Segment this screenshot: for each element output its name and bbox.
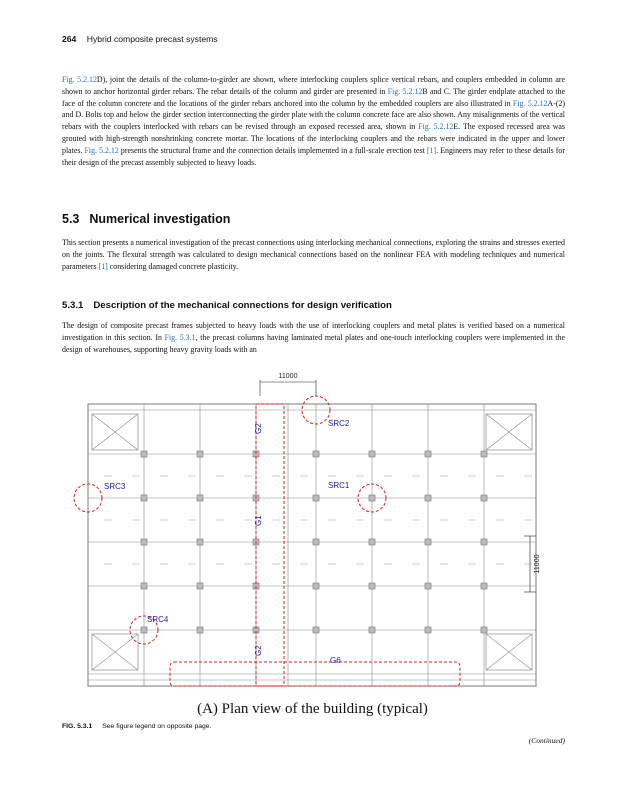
fig-link[interactable]: Fig. 5.2.12 — [512, 98, 548, 108]
page-number: 264 — [62, 34, 77, 44]
text-run: B and C. The girder endplate attached to the face of the column concrete and the locations of the girder rebars anchored into the column by the embedded couplers are also illustrated in — [62, 86, 565, 108]
text-run: presents the structural frame and the connection details implemented in a full-scale erection test — [118, 145, 427, 155]
column-mark — [141, 583, 147, 589]
text-run: . Engineers may refer to these details for their design of the precast assembly subjected to heavy loads. — [62, 145, 565, 167]
figure-note: See figure legend on opposite page. — [102, 723, 212, 730]
highlight-markers — [74, 396, 460, 686]
column-mark — [481, 495, 487, 501]
column-mark — [425, 583, 431, 589]
reference-link[interactable]: [1] — [426, 145, 437, 155]
fig-link[interactable]: Fig. 5.2.12 — [418, 122, 454, 132]
book-title: Hybrid composite precast systems — [86, 34, 218, 44]
column-mark — [197, 539, 203, 545]
column-mark — [481, 451, 487, 457]
right-dimension-label: 11000 — [534, 554, 541, 574]
column-mark — [313, 627, 319, 633]
text-run: considering damaged concrete plasticity. — [107, 261, 239, 271]
intro-paragraph — [62, 74, 565, 168]
fig-link[interactable]: Fig. 5.2.12 — [84, 145, 119, 155]
subsection-heading — [62, 300, 392, 311]
section-number: 5.3 — [62, 212, 80, 226]
column-mark — [197, 627, 203, 633]
section-paragraph — [62, 237, 565, 272]
column-mark — [313, 539, 319, 545]
column-mark — [141, 539, 147, 545]
column-mark — [369, 583, 375, 589]
subsection-paragraph — [62, 320, 565, 355]
column-mark — [369, 627, 375, 633]
column-mark — [369, 451, 375, 457]
subsection-title: Description of the mechanical connections for design verification — [93, 300, 392, 311]
column-mark — [141, 627, 147, 633]
g1-label: G1 — [254, 515, 263, 526]
continued-note: (Continued) — [528, 736, 565, 745]
text-run: , the precast columns having laminated metal plates and one-touch interlocking couplers were implemented in the design of warehouses, supporting heavy gravity loads with an — [62, 332, 565, 354]
column-mark — [197, 451, 203, 457]
column-mark — [425, 627, 431, 633]
column-mark — [481, 583, 487, 589]
column-mark — [425, 451, 431, 457]
src4-label: SRC4 — [147, 615, 169, 624]
column-mark — [369, 495, 375, 501]
text-run: A-(2) and D. Bolts top and below the girder section interconnecting the girder plate with the column concrete face are also shown. Any misalignments of the vertical rebars with the couplers interlocked with rebars can be revised through an exposed recessed area, shown in — [62, 98, 565, 132]
fig-link[interactable]: Fig. 5.2.12 — [62, 75, 97, 84]
figure-caption: (A) Plan view of the building (typical) — [197, 701, 428, 717]
column-mark — [141, 495, 147, 501]
fig-link[interactable]: Fig. 5.2.12 — [387, 86, 423, 96]
column-mark — [313, 583, 319, 589]
column-mark — [481, 539, 487, 545]
structural-grid — [88, 404, 536, 686]
g2-bottom-label: G2 — [254, 645, 263, 656]
column-mark — [197, 583, 203, 589]
column-mark — [197, 495, 203, 501]
text-run: The design of composite precast frames subjected to heavy loads with the use of interlocking couplers and metal plates is verified based on a numerical investigation in this section. In — [62, 321, 565, 342]
plan-outline — [88, 404, 536, 686]
subsection-number: 5.3.1 — [62, 300, 84, 311]
plan-view-figure — [60, 368, 570, 698]
text-run: E. The exposed recessed area was grouted with high-strength nonshrinking concrete mortar. The locations of the interlocking couplers and the rebars were indicated in the upper and lower plates. — [62, 122, 565, 155]
top-dimension — [260, 380, 316, 396]
column-mark — [141, 451, 147, 457]
column-mark — [425, 539, 431, 545]
reference-link[interactable]: [1] — [98, 261, 108, 271]
figure-number: FIG. 5.3.1 — [62, 723, 93, 730]
column-mark — [369, 539, 375, 545]
top-dimension-label: 11000 — [278, 373, 298, 380]
fig-link[interactable]: Fig. 5.3.1 — [164, 332, 196, 342]
g2-top-label: G2 — [254, 423, 263, 434]
text-run: D), joint the details of the column-to-girder are shown, where interlocking couplers splice vertical rebars, and couplers embedded in column are shown to anchor horizontal girder rebars. The rebar details of the column and girder are presented in — [62, 75, 566, 96]
g6-label: G6 — [330, 656, 341, 665]
running-header — [62, 34, 218, 44]
column-mark — [425, 495, 431, 501]
src3-label: SRC3 — [104, 482, 126, 491]
g1-g2-highlight-box — [256, 404, 284, 686]
text-run: This section presents a numerical investigation of the precast connections using interlocking mechanical connections, exploring the strains and stresses exerted on the joints. The flexural strength was calculated to design mechanical connections based on the nonlinear FEA with modeling techniques and numerical parameters — [62, 238, 565, 271]
figure-legend — [62, 723, 211, 730]
section-heading — [62, 212, 230, 226]
column-mark — [313, 495, 319, 501]
section-title: Numerical investigation — [89, 212, 231, 226]
column-mark — [313, 451, 319, 457]
column-mark — [481, 627, 487, 633]
src1-label: SRC1 — [328, 481, 350, 490]
src2-label: SRC2 — [328, 419, 350, 428]
